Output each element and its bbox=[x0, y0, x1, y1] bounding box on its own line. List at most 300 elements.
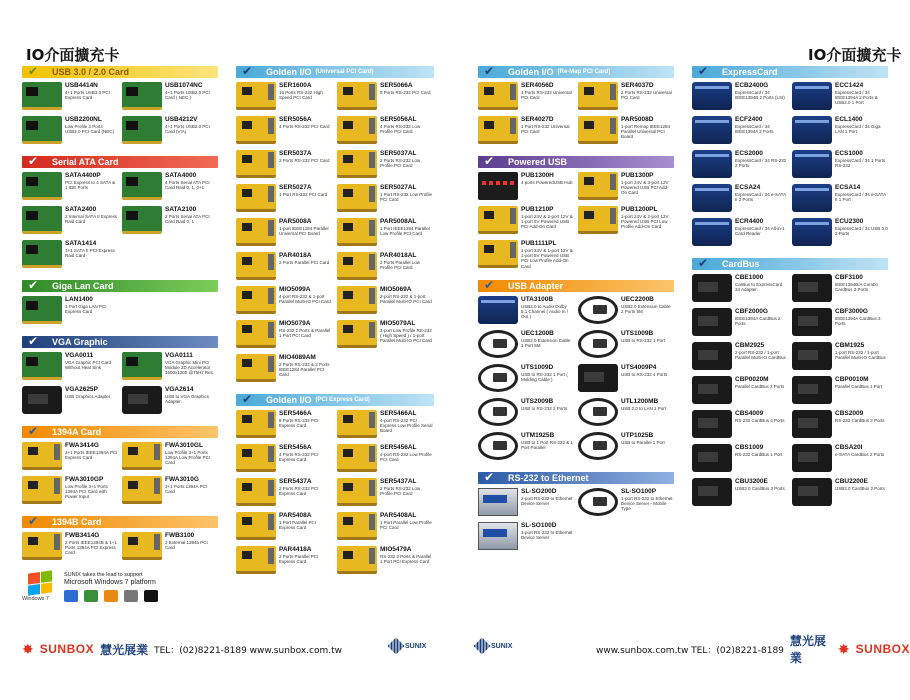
product-item bbox=[692, 376, 788, 410]
product-description: USB to RS-232 1 Port bbox=[621, 338, 666, 343]
product-model: UTA3100B bbox=[521, 296, 554, 303]
product-image bbox=[236, 286, 276, 314]
windows7-support bbox=[22, 572, 218, 606]
product-text bbox=[380, 546, 434, 564]
product-image bbox=[236, 82, 276, 110]
product-model: UTS4009P4 bbox=[621, 364, 657, 371]
product-image bbox=[578, 488, 618, 516]
product-description: RS-232 CardBus 2 Ports bbox=[835, 418, 885, 423]
product-text bbox=[735, 218, 788, 236]
windows7-line2: Microsoft Windows 7 platform bbox=[64, 579, 156, 586]
product-image bbox=[337, 546, 377, 574]
product-image bbox=[578, 172, 618, 200]
product-text bbox=[165, 352, 218, 376]
product-image bbox=[478, 172, 518, 200]
product-model: PAR5008D bbox=[621, 116, 654, 123]
product-item bbox=[792, 150, 888, 184]
product-model: PUB1200PL bbox=[621, 206, 658, 213]
product-model: VGA0011 bbox=[65, 352, 94, 359]
product-model: ECC1424 bbox=[835, 82, 864, 89]
product-description: 8 Ports RS-232 PCI Card bbox=[380, 90, 431, 95]
product-item bbox=[22, 296, 118, 330]
product-text bbox=[735, 410, 785, 423]
product-text bbox=[380, 252, 434, 270]
product-description: Low Profile 3+1 Ports 1394A Low Profile PCI Card bbox=[165, 450, 211, 466]
product-image bbox=[337, 286, 377, 314]
section-subtitle: (PCI Express Card) bbox=[315, 397, 370, 403]
product-model: UEC2200B bbox=[621, 296, 654, 303]
section-header bbox=[692, 258, 888, 270]
product-description: USB2.0 Extension Cable 1 Port 5M bbox=[521, 338, 571, 349]
contact-info: www.sunbox.com.tw TEL：(02)8221-8189 bbox=[596, 645, 784, 656]
product-item bbox=[478, 240, 574, 274]
windows7-icon bbox=[104, 590, 118, 602]
product-image bbox=[122, 82, 162, 110]
product-image bbox=[236, 478, 276, 506]
section-title: 1394A Card bbox=[52, 427, 102, 437]
product-model: MIO5079AL bbox=[380, 320, 416, 327]
product-text bbox=[735, 82, 788, 100]
product-section bbox=[22, 426, 218, 510]
page-title-left: IO介面擴充卡 bbox=[26, 46, 120, 64]
product-model: SER5066A bbox=[380, 82, 413, 89]
product-description: IEEE1394B/A Combo CardBus 3 Ports bbox=[835, 282, 879, 293]
product-description: ExpressCard / 34 RS-232 2 Ports bbox=[735, 158, 787, 169]
product-description: 1+1 SATA II PCI Express Raid Card bbox=[65, 248, 115, 259]
product-description: 4-port RS-232 PCI Express Low Profile Serial Board bbox=[380, 418, 433, 434]
product-image bbox=[236, 546, 276, 574]
product-item bbox=[337, 512, 434, 546]
product-model: PAR4018AL bbox=[380, 252, 417, 259]
section-title: RS-232 to Ethernet bbox=[508, 473, 589, 483]
product-model: SL-SO200D bbox=[521, 488, 557, 495]
product-description: USB to RS-232 2 Ports bbox=[521, 406, 568, 411]
sunix-logo-text: SUNIX bbox=[405, 642, 427, 650]
product-image bbox=[692, 410, 732, 438]
chevron-check-icon: ✔ bbox=[242, 64, 253, 78]
product-item bbox=[236, 116, 333, 150]
product-grid bbox=[478, 488, 674, 556]
product-text bbox=[735, 274, 788, 292]
product-image bbox=[692, 274, 732, 302]
product-item bbox=[478, 206, 574, 240]
product-image bbox=[692, 184, 732, 212]
product-section bbox=[236, 394, 434, 580]
product-text bbox=[735, 184, 788, 202]
product-text bbox=[521, 432, 574, 450]
product-text bbox=[279, 286, 333, 304]
product-image bbox=[22, 296, 62, 324]
product-description: RS-232 CardBus 1 Port bbox=[735, 452, 783, 457]
product-image bbox=[692, 82, 732, 110]
product-section bbox=[478, 66, 674, 150]
product-description: USB3.0 CardBus 3 Ports bbox=[735, 486, 785, 491]
column-4 bbox=[692, 66, 888, 518]
product-text bbox=[279, 546, 333, 564]
product-item bbox=[22, 476, 118, 510]
product-model: USB1074NC bbox=[165, 82, 203, 89]
chevron-check-icon: ✔ bbox=[484, 278, 495, 292]
product-text bbox=[380, 184, 434, 202]
product-model: USB2200NL bbox=[65, 116, 102, 123]
product-text bbox=[65, 172, 118, 190]
product-model: PUB1300P bbox=[621, 172, 654, 179]
product-text bbox=[279, 320, 333, 338]
product-description: USB to RS-232 4 Ports bbox=[621, 372, 668, 377]
product-description: ExpressCard / 34 IEEE1394A 2 Ports bbox=[735, 124, 774, 135]
product-model: SER4037D bbox=[621, 82, 654, 89]
windows7-line1: SUNIX takes the lead to support bbox=[64, 572, 143, 578]
product-item bbox=[692, 478, 788, 512]
product-description: USB2.0 CardBus 2 Ports bbox=[835, 486, 885, 491]
product-image bbox=[22, 442, 62, 470]
product-image bbox=[122, 386, 162, 414]
product-model: ECSA24 bbox=[735, 184, 761, 191]
product-description: 4 Ports Serial ATA PCI Card Raid 0, 1, 0+1 bbox=[165, 180, 210, 191]
product-item bbox=[578, 364, 674, 398]
product-text bbox=[165, 386, 218, 404]
product-section bbox=[236, 66, 434, 388]
section-header bbox=[236, 394, 434, 406]
product-item bbox=[792, 308, 888, 342]
product-text bbox=[65, 116, 118, 134]
product-model: SER5456A bbox=[279, 444, 312, 451]
product-description: USB2.0 to Audio Dolby 5.1 Channel ( Audio In / Out ) bbox=[521, 304, 569, 320]
product-section bbox=[478, 156, 674, 274]
product-image bbox=[792, 444, 832, 472]
product-text bbox=[835, 150, 888, 168]
product-description: 8 Ports RS-232 PCI Express Card bbox=[279, 418, 319, 429]
product-image bbox=[122, 442, 162, 470]
section-header bbox=[22, 66, 218, 78]
product-item bbox=[478, 522, 574, 556]
product-grid bbox=[478, 296, 674, 466]
product-description: 2-port RS-232 to Ethernet Device Server bbox=[521, 496, 573, 507]
product-image bbox=[337, 116, 377, 144]
column-2 bbox=[236, 66, 434, 586]
section-header bbox=[478, 280, 674, 292]
product-image bbox=[792, 274, 832, 302]
product-description: ExpressCard / 34 IEEE1394B 2 Ports (LSI) bbox=[735, 90, 785, 101]
section-title: Serial ATA Card bbox=[52, 157, 119, 167]
product-item bbox=[692, 82, 788, 116]
section-header bbox=[478, 472, 674, 484]
product-item bbox=[692, 274, 788, 308]
section-header bbox=[22, 280, 218, 292]
product-text bbox=[521, 398, 567, 411]
product-text bbox=[279, 478, 333, 496]
product-model: VGA2625P bbox=[65, 386, 98, 393]
product-image bbox=[22, 352, 62, 380]
product-item bbox=[236, 184, 333, 218]
section-title: USB 3.0 / 2.0 Card bbox=[52, 67, 130, 77]
product-text bbox=[735, 150, 788, 168]
product-image bbox=[22, 240, 62, 268]
footer-right bbox=[596, 634, 910, 665]
product-text bbox=[65, 532, 118, 556]
product-model: ECR4400 bbox=[735, 218, 764, 225]
product-item bbox=[236, 252, 333, 286]
product-model: UTS1009B bbox=[621, 330, 654, 337]
windows7-caption: Windows 7 bbox=[22, 596, 49, 602]
section-header bbox=[22, 516, 218, 528]
product-text bbox=[279, 444, 333, 462]
product-text bbox=[165, 116, 218, 134]
product-item bbox=[692, 116, 788, 150]
product-item bbox=[337, 410, 434, 444]
product-model: CBP0010M bbox=[835, 376, 869, 383]
product-model: SER5437A bbox=[279, 478, 312, 485]
product-text bbox=[621, 364, 667, 377]
footer-left bbox=[22, 638, 342, 660]
product-section bbox=[22, 280, 218, 330]
product-item bbox=[578, 172, 674, 206]
product-image bbox=[337, 150, 377, 178]
product-item bbox=[122, 116, 218, 150]
product-section bbox=[22, 516, 218, 566]
section-header bbox=[22, 336, 218, 348]
product-image bbox=[337, 184, 377, 212]
product-text bbox=[65, 206, 118, 224]
product-text bbox=[279, 82, 333, 100]
product-text bbox=[735, 308, 788, 326]
chevron-check-icon: ✔ bbox=[28, 278, 39, 292]
product-image bbox=[792, 218, 832, 246]
product-item bbox=[22, 82, 118, 116]
product-image bbox=[692, 308, 732, 336]
section-header bbox=[236, 66, 434, 78]
product-description: ExpressCard / 34 IEEE1394A 2 Ports & USB2.0 1 Port bbox=[835, 90, 878, 106]
product-image bbox=[478, 398, 518, 426]
product-image bbox=[337, 320, 377, 348]
product-description: 2 Ports Serial ATA PCI Card Raid 0, 1 bbox=[165, 214, 210, 225]
product-text bbox=[521, 330, 574, 348]
product-text bbox=[621, 432, 665, 445]
product-model: PUB1210P bbox=[521, 206, 554, 213]
product-image bbox=[792, 478, 832, 506]
product-image bbox=[122, 206, 162, 234]
product-text bbox=[521, 116, 574, 134]
product-image bbox=[478, 116, 518, 144]
product-image bbox=[478, 240, 518, 268]
product-item bbox=[337, 116, 434, 150]
product-model: UTS1009D bbox=[521, 364, 554, 371]
product-grid bbox=[22, 352, 218, 420]
product-description: 4 Ports RS-232 Universal PCI Card bbox=[521, 90, 572, 101]
product-item bbox=[337, 82, 434, 116]
product-description: USB2.0 Extension Cable 2 Ports 5M bbox=[621, 304, 671, 315]
product-description: ExpressCard / 34 e-SATA II 1 Port bbox=[835, 192, 886, 203]
product-image bbox=[692, 444, 732, 472]
product-item bbox=[792, 376, 888, 410]
product-description: 1 Port RS-232 Low Profile PCI Card bbox=[380, 192, 433, 203]
product-text bbox=[65, 240, 118, 258]
product-model: CBSA20I bbox=[835, 444, 863, 451]
product-description: ExpressCard / 34 Giga LAN 1 Port bbox=[835, 124, 881, 135]
product-image bbox=[478, 432, 518, 460]
product-description: 4 Ports RS-232 PCI Express Card bbox=[279, 452, 319, 463]
product-text bbox=[621, 172, 674, 196]
product-item bbox=[122, 172, 218, 206]
product-section bbox=[478, 472, 674, 556]
product-image bbox=[236, 252, 276, 280]
product-image bbox=[478, 82, 518, 110]
product-image bbox=[792, 150, 832, 178]
product-description: ExpressCard / 34 USB 3.0 2 Ports bbox=[835, 226, 888, 237]
product-item bbox=[792, 274, 888, 308]
contact-info: TEL：(02)8221-8189 www.sunbox.com.tw bbox=[154, 645, 342, 656]
product-text bbox=[735, 376, 784, 389]
product-model: LAN1400 bbox=[65, 296, 93, 303]
product-text bbox=[380, 82, 431, 95]
product-image bbox=[337, 410, 377, 438]
product-grid bbox=[692, 274, 888, 512]
brand-name-cn: 慧光展業 bbox=[100, 642, 149, 657]
product-model: CBM1925 bbox=[835, 342, 865, 349]
product-model: FWA3010G bbox=[165, 476, 199, 483]
product-model: PAR5408AL bbox=[380, 512, 417, 519]
product-item bbox=[337, 546, 434, 580]
product-description: 1 Port RS-232 PCI Card bbox=[279, 192, 328, 197]
chevron-check-icon: ✔ bbox=[242, 392, 253, 406]
product-item bbox=[478, 364, 574, 398]
product-item bbox=[337, 320, 434, 354]
product-description: 4+1 Ports USB2.0 PCI Card ( NEC ) bbox=[165, 90, 210, 101]
product-text bbox=[380, 478, 434, 496]
product-model: FWA3414G bbox=[65, 442, 99, 449]
product-item bbox=[478, 488, 574, 522]
product-image bbox=[792, 410, 832, 438]
product-model: ECSA14 bbox=[835, 184, 861, 191]
product-text bbox=[279, 150, 330, 163]
product-item bbox=[578, 432, 674, 466]
product-description: 4+1 Ports USB3.0 PCI Express Card bbox=[65, 90, 110, 101]
product-image bbox=[22, 532, 62, 560]
product-description: USB 2.0 to LAN 1 Port bbox=[621, 406, 667, 411]
section-title: Golden I/O bbox=[508, 67, 554, 77]
product-image bbox=[236, 184, 276, 212]
product-image bbox=[337, 218, 377, 246]
section-title: USB Adapter bbox=[508, 281, 564, 291]
product-image bbox=[22, 206, 62, 234]
product-image bbox=[22, 386, 62, 414]
product-description: RS-232 2 Ports & Parallel 1 Port PCI Express Card bbox=[380, 554, 432, 565]
product-model: CBP0020M bbox=[735, 376, 769, 383]
product-image bbox=[578, 206, 618, 234]
product-item bbox=[478, 296, 574, 330]
product-model: SER5466AL bbox=[380, 410, 417, 417]
product-model: SER5056A bbox=[279, 116, 312, 123]
product-model: MIO5099A bbox=[279, 286, 311, 293]
sunix-logo bbox=[390, 640, 426, 652]
product-image bbox=[792, 376, 832, 404]
product-text bbox=[621, 488, 674, 512]
product-image bbox=[236, 354, 276, 382]
product-description: 1-port 24V & 1-port 12V & 1-port 5V Powered USB PCI Low Profile Add-On Card bbox=[521, 248, 573, 269]
product-model: SATA2400 bbox=[65, 206, 97, 213]
product-item bbox=[792, 444, 888, 478]
product-description: 3+1 Ports 1394A PCI Card bbox=[165, 484, 208, 495]
product-item bbox=[236, 320, 333, 354]
product-text bbox=[279, 410, 333, 428]
product-item bbox=[578, 296, 674, 330]
product-text bbox=[380, 150, 434, 168]
product-model: CBF3100 bbox=[835, 274, 863, 281]
product-image bbox=[578, 82, 618, 110]
product-model: SER5437AL bbox=[380, 478, 417, 485]
product-item bbox=[122, 352, 218, 386]
windows7-text bbox=[64, 572, 158, 602]
product-text bbox=[521, 488, 574, 506]
product-item bbox=[578, 488, 674, 522]
product-description: 2-port RS-232 / 1-port Parallel Multi-IO CardBus bbox=[735, 350, 786, 361]
product-description: ExpressCard / 34 e-SATA II 2 Ports bbox=[735, 192, 786, 203]
product-text bbox=[65, 352, 118, 370]
product-model: FWA3010GP bbox=[65, 476, 104, 483]
product-text bbox=[621, 82, 674, 100]
product-grid bbox=[22, 172, 218, 274]
product-model: SER5466A bbox=[279, 410, 312, 417]
product-model: SER5027AL bbox=[380, 184, 417, 191]
product-item bbox=[578, 206, 674, 240]
product-model: UTS2009B bbox=[521, 398, 554, 405]
product-image bbox=[578, 296, 618, 324]
product-text bbox=[65, 296, 118, 314]
product-text bbox=[835, 218, 888, 236]
product-item bbox=[692, 444, 788, 478]
product-text bbox=[380, 410, 434, 434]
product-description: 2 Internal SATA II Express Raid Card bbox=[65, 214, 118, 225]
product-model: CBM2925 bbox=[735, 342, 765, 349]
product-text bbox=[835, 116, 888, 134]
product-text bbox=[521, 240, 574, 269]
product-description: RS-232 2 Ports & Parallel 1 Port PCI Card bbox=[279, 328, 331, 339]
product-text bbox=[165, 442, 218, 466]
windows7-logo bbox=[22, 572, 58, 606]
product-text bbox=[621, 206, 674, 230]
product-model: SER5037A bbox=[279, 150, 312, 157]
product-model: SER1600A bbox=[279, 82, 312, 89]
product-item bbox=[122, 206, 218, 240]
product-item bbox=[236, 82, 333, 116]
product-model: FWA3010GL bbox=[165, 442, 203, 449]
product-model: MIO5479A bbox=[380, 546, 412, 553]
product-text bbox=[380, 116, 434, 134]
product-image bbox=[337, 478, 377, 506]
product-model: CBU3200E bbox=[735, 478, 768, 485]
product-item bbox=[692, 150, 788, 184]
product-model: UEC1200B bbox=[521, 330, 554, 337]
product-item bbox=[22, 352, 118, 386]
product-item bbox=[792, 478, 888, 512]
product-text bbox=[621, 296, 674, 314]
windows-vista-icon bbox=[84, 590, 98, 602]
product-description: 2 External 1394b PCI Card bbox=[165, 540, 208, 551]
product-grid bbox=[22, 442, 218, 510]
product-model: CBF3000G bbox=[835, 308, 868, 315]
product-model: FWB3100 bbox=[165, 532, 195, 539]
product-model: CBE1000 bbox=[735, 274, 764, 281]
product-description: ExpressCard / 34 1 Ports RS-232 bbox=[835, 158, 886, 169]
section-header bbox=[22, 156, 218, 168]
product-description: Low Profile 2 Ports USB2.0 PCI Card (NEC) bbox=[65, 124, 115, 135]
product-item bbox=[22, 386, 118, 420]
product-item bbox=[692, 410, 788, 444]
section-title: Golden I/O bbox=[266, 67, 312, 77]
product-text bbox=[380, 512, 434, 530]
chevron-check-icon: ✔ bbox=[484, 154, 495, 168]
brand-name: SUNBOX bbox=[39, 642, 95, 656]
